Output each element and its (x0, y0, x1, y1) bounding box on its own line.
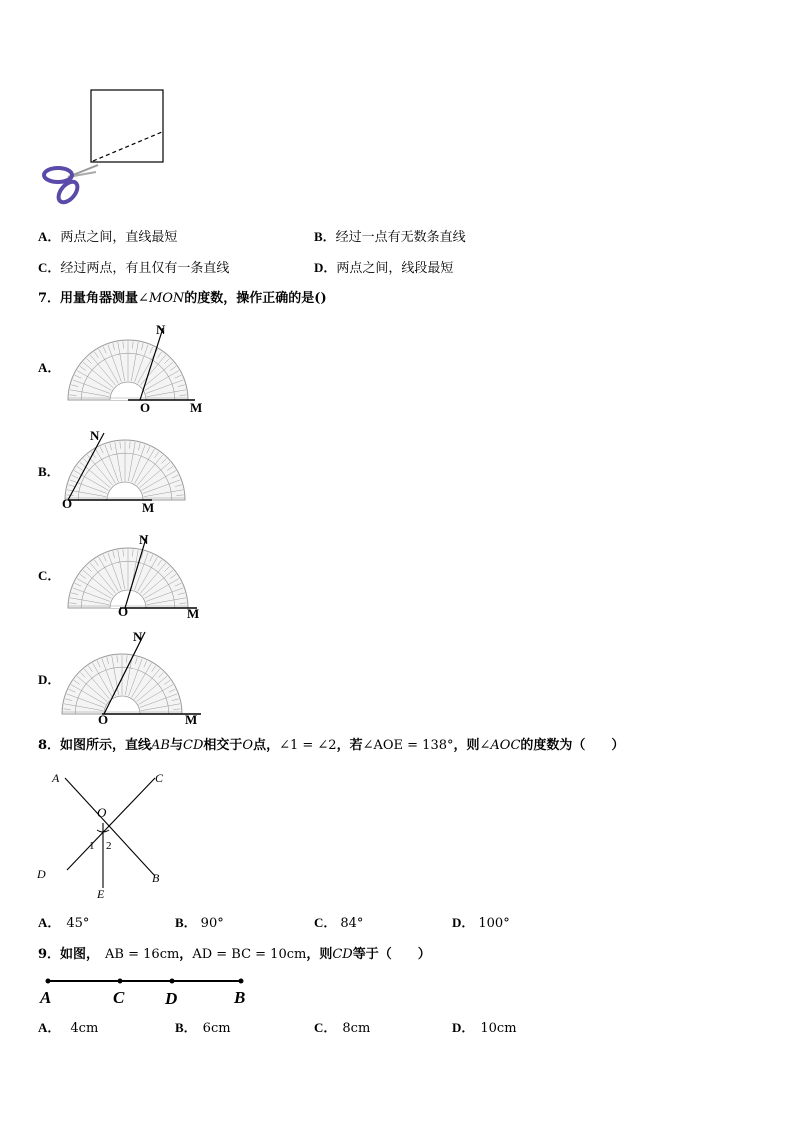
q8-option-d[interactable]: D． 100° (452, 915, 510, 931)
intersecting-lines-figure (35, 768, 175, 903)
label-c: C (113, 988, 125, 1007)
q9-option-a[interactable]: A． 4cm (38, 1020, 99, 1036)
protractor-icon (68, 340, 188, 400)
scissors-square-figure (38, 85, 168, 210)
label-o: O (118, 604, 129, 619)
label-b: B (234, 988, 246, 1007)
q6-option-a[interactable]: A．两点之间，直线最短 (38, 229, 178, 245)
q7-option-b-label[interactable]: B． (38, 464, 60, 479)
q9-stem: 9．如图， AB = 16cm，AD = BC = 10cm，则CD等于（ ） (38, 947, 431, 962)
q8-option-b[interactable]: B． 90° (175, 915, 224, 931)
q9-option-d[interactable]: D． 10cm (452, 1020, 517, 1036)
q7-option-c-label[interactable]: C． (38, 568, 61, 583)
protractor-figure-b[interactable] (60, 428, 210, 528)
protractor-figure-c[interactable] (60, 532, 210, 632)
protractor-figure-d[interactable] (60, 628, 210, 728)
q9-option-c[interactable]: C． 8cm (314, 1020, 371, 1036)
label-m: M (185, 712, 198, 727)
label-a: A (40, 988, 52, 1007)
protractor-icon (65, 440, 185, 500)
protractor-icon (62, 654, 182, 714)
label-o: O (62, 496, 73, 511)
label-o: O (140, 400, 151, 415)
q8-stem: 8．如图所示，直线AB与CD相交于O点，∠1 = ∠2，若∠AOE = 138°，则∠AOC的度数为（ ） (38, 738, 625, 753)
label-d: D (37, 867, 46, 881)
q6-option-d[interactable]: D．两点之间，线段最短 (314, 260, 454, 276)
label-m: M (142, 500, 155, 515)
q7-option-d-label[interactable]: D． (38, 672, 61, 687)
q6-option-c[interactable]: C．经过两点，有且仅有一条直线 (38, 260, 230, 276)
scissors-icon (44, 165, 98, 206)
segment-figure (38, 972, 258, 1012)
q6-option-b[interactable]: B．经过一点有无数条直线 (314, 229, 466, 245)
label-b: B (152, 871, 160, 885)
label-n: N (156, 322, 166, 337)
label-2: 2 (106, 840, 112, 852)
label-m: M (187, 606, 200, 621)
label-n: N (133, 629, 143, 644)
label-m: M (190, 400, 203, 415)
label-d: D (165, 989, 178, 1008)
protractor-figure-a[interactable] (60, 320, 210, 420)
label-o: O (98, 712, 109, 727)
q9-option-b[interactable]: B． 6cm (175, 1020, 231, 1036)
q8-option-a[interactable]: A． 45° (38, 915, 90, 931)
q7-option-a-label[interactable]: A． (38, 360, 61, 375)
label-n: N (139, 532, 149, 547)
label-1: 1 (89, 840, 95, 852)
label-a: A (52, 771, 60, 785)
label-n: N (90, 428, 100, 443)
q7-stem: 7．用量角器测量∠MON的度数，操作正确的是() (38, 291, 327, 306)
label-o: O (97, 805, 107, 820)
label-c: C (155, 771, 164, 785)
q8-option-c[interactable]: C． 84° (314, 915, 364, 931)
label-e: E (97, 887, 105, 901)
